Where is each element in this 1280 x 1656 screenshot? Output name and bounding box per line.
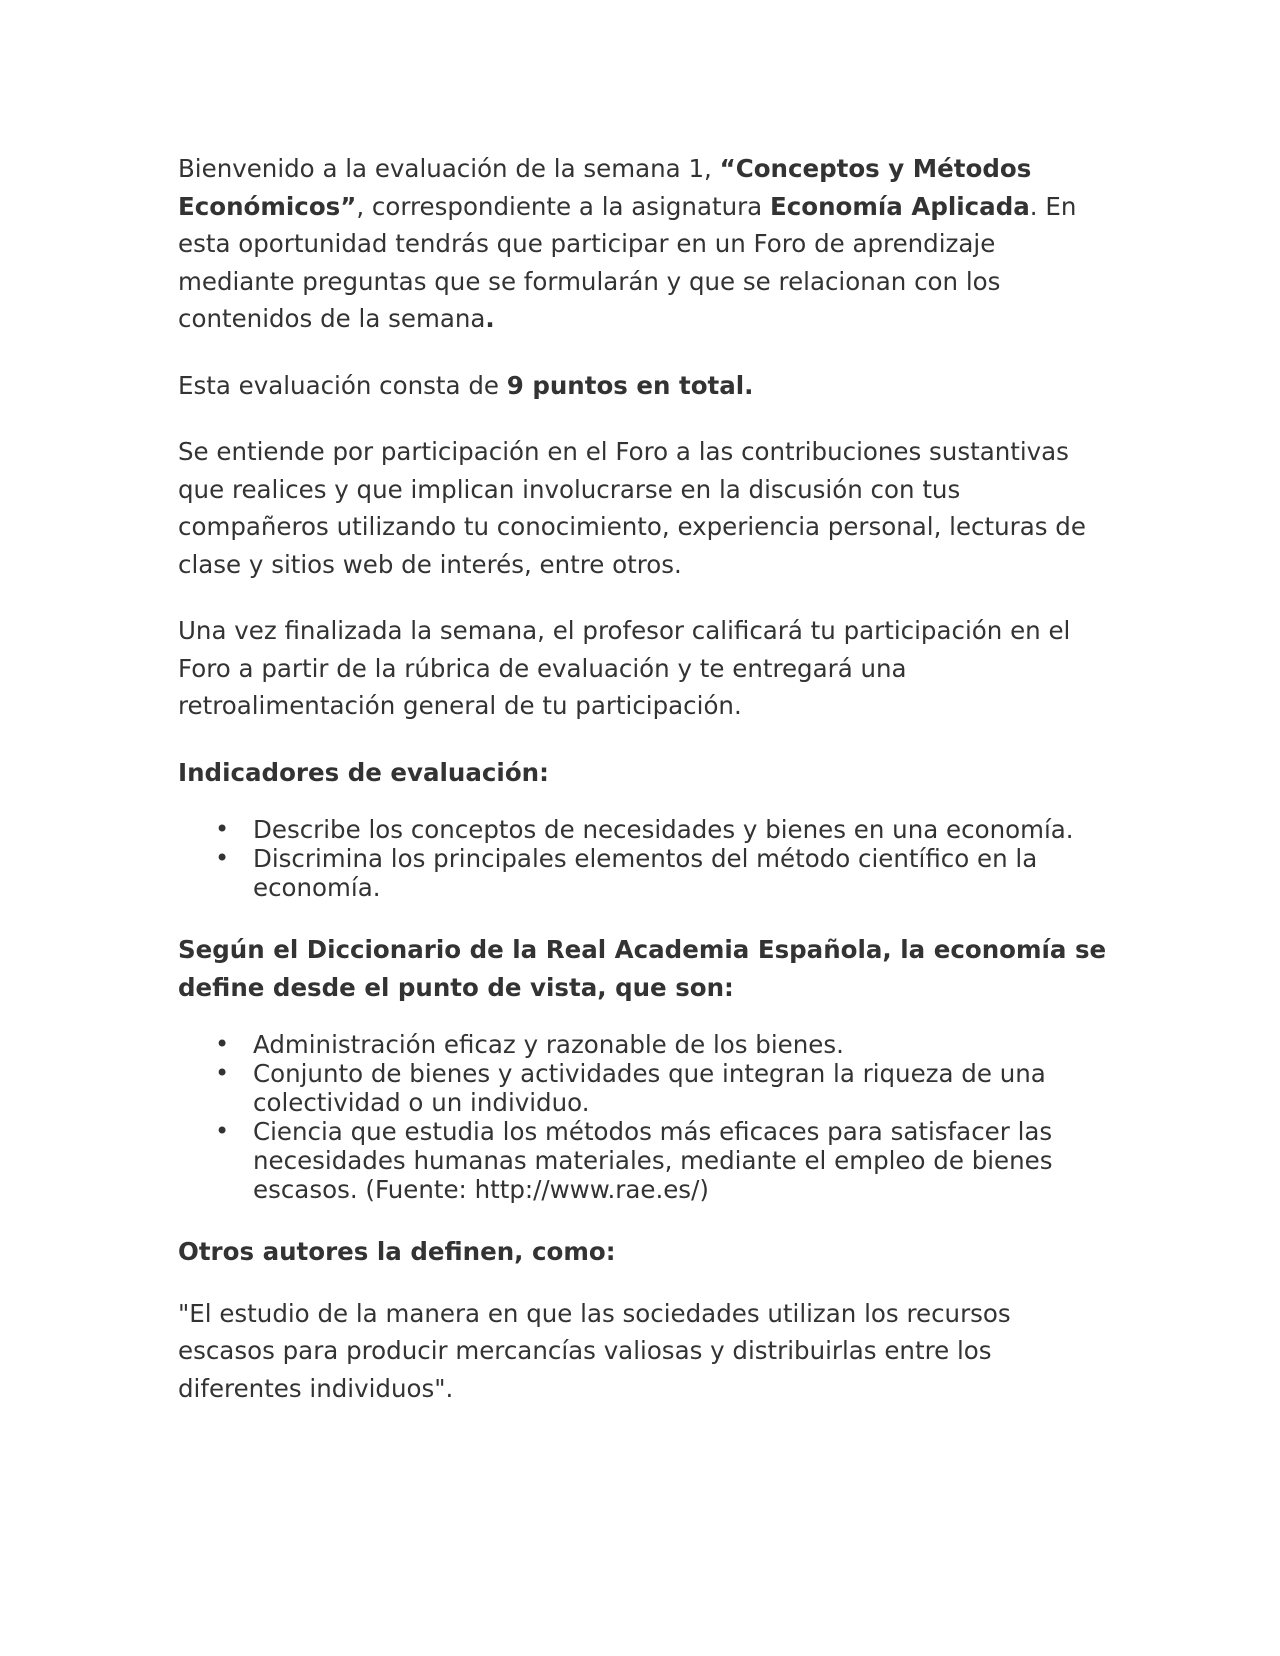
intro-text-1: Bienvenido a la evaluación de la semana 1, bbox=[178, 154, 720, 183]
list-item-text: Administración eficaz y razonable de los bienes. bbox=[253, 1030, 844, 1059]
indicators-list bbox=[178, 815, 1108, 902]
bullet-icon: • bbox=[215, 844, 230, 872]
participation-paragraph: Se entiende por participación en el Foro a las contribuciones sustantivas que realices y que implican involucrarse en la discusión con tus compañeros utilizando tu conocimiento, experiencia personal, lecturas de clase y sitios web de interés, entre otros. bbox=[178, 437, 1086, 579]
list-item-text: Conjunto de bienes y actividades que integran la riqueza de una colectividad o un individuo. bbox=[253, 1059, 1046, 1117]
bullet-icon: • bbox=[215, 1030, 230, 1058]
intro-period: . bbox=[485, 304, 495, 333]
list-item bbox=[215, 1117, 1108, 1204]
points-total: 9 puntos en total. bbox=[506, 370, 754, 400]
intro-text-2: , correspondiente a la asignatura bbox=[356, 191, 770, 221]
bullet-icon: • bbox=[215, 1059, 230, 1087]
list-item bbox=[215, 1059, 1108, 1117]
document-body bbox=[178, 150, 1108, 1436]
list-item-text: Ciencia que estudia los métodos más eficaces para satisfacer las necesidades humanas materiales, mediante el empleo de bienes escasos. (Fuente: http://www.rae.es/) bbox=[253, 1117, 1053, 1204]
list-item bbox=[215, 815, 1108, 844]
definition-quote: "El estudio de la manera en que las sociedades utilizan los recursos escasos para producir mercancías valiosas y distribuirlas entre los diferentes individuos". bbox=[178, 1298, 1011, 1403]
rae-heading: Según el Diccionario de la Real Academia Española, la economía se define desde el punto de vista, que son: bbox=[178, 935, 1107, 1002]
rae-definitions-list bbox=[178, 1030, 1108, 1204]
indicators-heading: Indicadores de evaluación: bbox=[178, 757, 549, 787]
bullet-icon: • bbox=[215, 815, 230, 843]
list-item bbox=[215, 1030, 1108, 1059]
intro-paragraph bbox=[178, 150, 1108, 338]
bullet-icon: • bbox=[215, 1117, 230, 1145]
grading-paragraph: Una vez finalizada la semana, el profesor calificará tu participación en el Foro a partir de la rúbrica de evaluación y te entregará una retroalimentación general de tu participación. bbox=[178, 616, 1071, 720]
other-authors-heading: Otros autores la definen, como: bbox=[178, 1237, 616, 1266]
week-title: “Conceptos y Métodos Económicos” bbox=[178, 154, 1032, 221]
list-item bbox=[215, 844, 1108, 902]
list-item-text: Discrimina los principales elementos del método científico en la economía. bbox=[253, 844, 1038, 902]
list-item-text: Describe los conceptos de necesidades y bienes en una economía. bbox=[253, 815, 1074, 844]
points-text: Esta evaluación consta de bbox=[178, 370, 507, 400]
intro-text-3: . En esta oportunidad tendrás que participar en un Foro de aprendizaje mediante preguntas que se formularán y que se relacionan con los contenidos de la semana bbox=[178, 191, 1077, 333]
points-paragraph bbox=[178, 367, 1108, 405]
course-name: Economía Aplicada bbox=[770, 191, 1030, 221]
